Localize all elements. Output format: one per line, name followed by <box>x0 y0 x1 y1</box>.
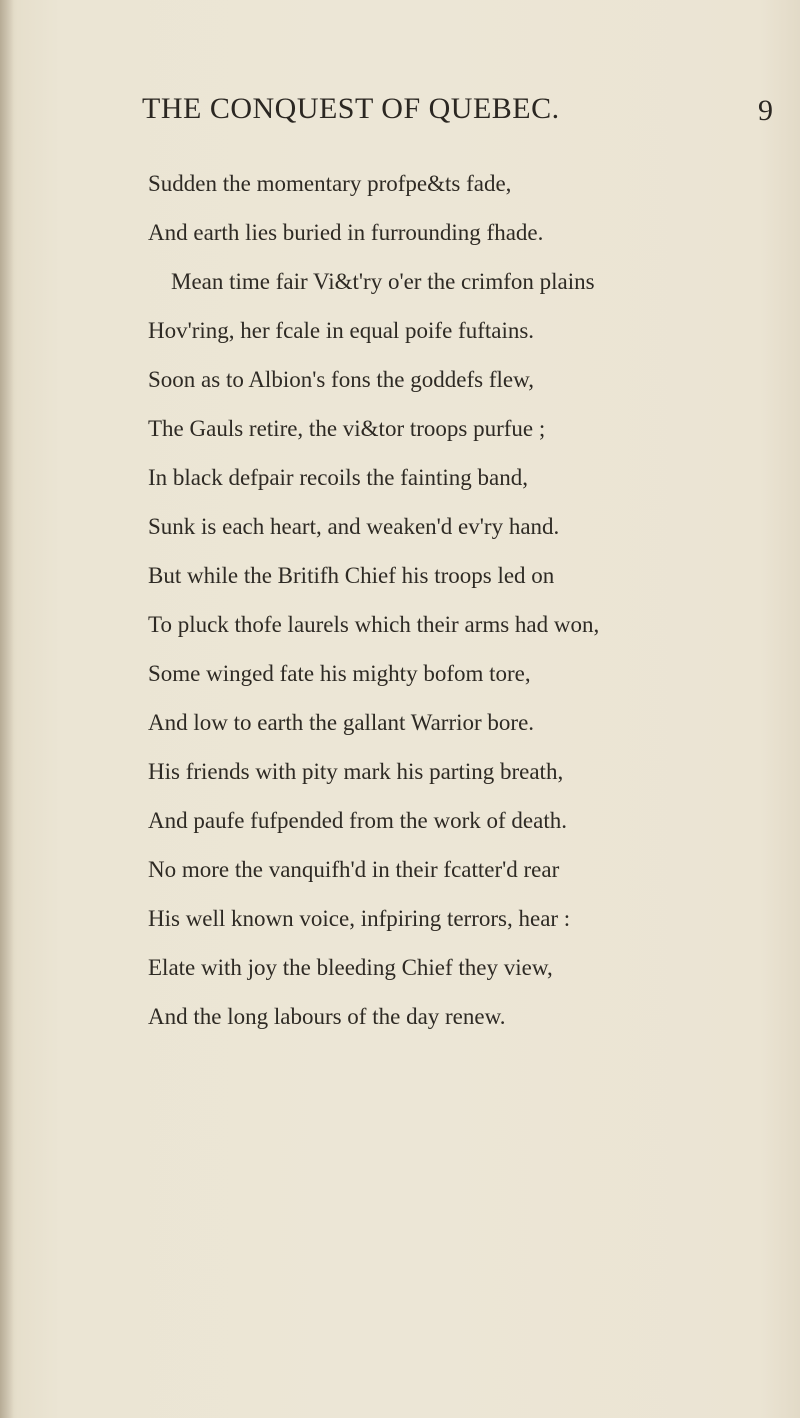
poem-line: But while the Britifh Chief his troops led on <box>148 563 555 588</box>
poem-line: His friends with pity mark his parting breath, <box>148 759 564 784</box>
page-number: 9 <box>758 94 773 127</box>
running-title: THE CONQUEST OF QUEBEC. <box>142 92 560 125</box>
poem-line: Some winged fate his mighty bofom tore, <box>148 661 531 686</box>
poem-line: In black defpair recoils the fainting band, <box>148 465 528 490</box>
poem-line: To pluck thofe laurels which their arms had won, <box>148 612 600 637</box>
poem-line: Sudden the momentary profpe&ts fade, <box>148 171 512 196</box>
poem-line: His well known voice, infpiring terrors, hear : <box>148 906 571 931</box>
poem-line: Hov'ring, her fcale in equal poife fuftains. <box>148 318 535 343</box>
poem-line: Sunk is each heart, and weaken'd ev'ry hand. <box>148 514 560 539</box>
poem-line: Soon as to Albion's fons the goddefs flew, <box>148 367 534 392</box>
poem-line: No more the vanquifh'd in their fcatter'd rear <box>148 857 560 882</box>
poem-line: And earth lies buried in furrounding fhade. <box>148 220 544 245</box>
poem-line: And paufe fufpended from the work of death. <box>148 808 567 833</box>
poem-line: The Gauls retire, the vi&tor troops purfue ; <box>148 416 546 441</box>
poem-line: And low to earth the gallant Warrior bore. <box>148 710 535 735</box>
poem-line: Mean time fair Vi&t'ry o'er the crimfon plains <box>171 269 595 294</box>
poem-line: And the long labours of the day renew. <box>148 1004 506 1029</box>
poem-line: Elate with joy the bleeding Chief they view, <box>148 955 553 980</box>
